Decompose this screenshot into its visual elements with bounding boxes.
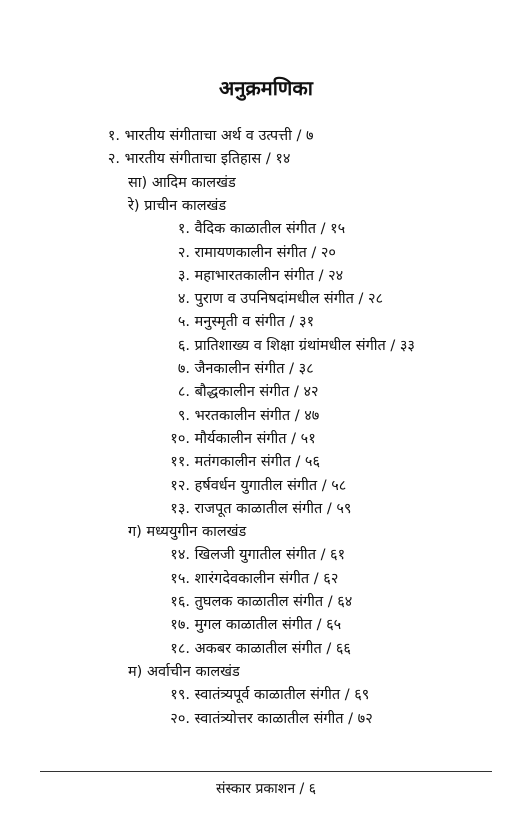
toc-entry <box>128 522 246 542</box>
page-title: अनुक्रमणिका <box>219 76 313 100</box>
toc-entry <box>160 429 316 449</box>
toc-entry-number: १३. <box>170 500 190 517</box>
toc-entry <box>160 639 351 659</box>
toc-entry-text: आदिम कालखंड <box>151 174 236 191</box>
toc-entry-number: ९. <box>177 407 190 424</box>
toc-entry-number: ८. <box>177 384 190 401</box>
toc-entry-text: अकबर काळातील संगीत / ६६ <box>194 640 351 657</box>
toc-entry-number: ४. <box>177 291 190 308</box>
page-footer: संस्कार प्रकाशन / ६ <box>216 781 316 797</box>
toc-entry <box>160 243 336 263</box>
toc-entry <box>160 709 373 729</box>
toc-entry-number: २. <box>107 151 120 168</box>
toc-entry-text: जैनकालीन संगीत / ३८ <box>194 361 314 377</box>
toc-entry-text: हर्षवर्धन युगातील संगीत / ५८ <box>194 477 347 494</box>
toc-entry-number: २०. <box>170 710 190 727</box>
toc-entry <box>160 685 369 705</box>
toc-entry-number: १०. <box>170 430 190 447</box>
toc-entry-text: पुराण व उपनिषदांमधील संगीत / २८ <box>194 291 384 308</box>
toc-entry-number: म) <box>128 663 143 680</box>
toc-entry <box>100 126 314 146</box>
toc-entry-number: १४. <box>170 547 190 564</box>
toc-entry-text: बौद्धकालीन संगीत / ४२ <box>194 384 319 401</box>
toc-entry-number: १२. <box>170 477 190 494</box>
toc-entry-text: तुघलक काळातील संगीत / ६४ <box>194 594 353 610</box>
toc-entry-text: स्वातंत्र्यपूर्व काळातील संगीत / ६९ <box>194 687 370 704</box>
toc-entry <box>160 312 314 332</box>
toc-entry-text: अर्वाचीन कालखंड <box>146 663 240 680</box>
toc-entry-text: मुगल काळातील संगीत / ६५ <box>194 617 342 634</box>
toc-entry-number: ७. <box>177 361 190 377</box>
toc-entry <box>160 219 345 239</box>
toc-entry-text: महाभारतकालीन संगीत / २४ <box>194 267 344 284</box>
toc-entry-text: स्वातंत्र्योत्तर काळातील संगीत / ७२ <box>194 710 373 727</box>
footer-divider <box>40 771 492 772</box>
toc-entry-number: १. <box>177 221 190 238</box>
toc-entry <box>160 359 314 379</box>
toc-entry-number: १५. <box>170 570 190 587</box>
toc-entry-text: मौर्यकालीन संगीत / ५१ <box>194 430 316 447</box>
toc-entry-number: ११. <box>170 454 190 471</box>
toc-entry <box>160 615 341 635</box>
toc-entry <box>160 336 415 356</box>
toc-entry-number: सा) <box>128 174 148 191</box>
toc-entry-text: मतंगकालीन संगीत / ५६ <box>194 454 321 471</box>
toc-entry <box>160 592 352 612</box>
toc-entry <box>160 499 351 519</box>
toc-entry-number: ३. <box>177 267 190 284</box>
toc-entry <box>128 662 240 682</box>
toc-entry-text: भारतीय संगीताचा इतिहास / १४ <box>124 151 291 168</box>
toc-entry-text: भारतीय संगीताचा अर्थ व उत्पत्ती / ७ <box>124 128 314 144</box>
toc-entry-text: मनुस्मृती व संगीत / ३१ <box>194 314 315 331</box>
toc-entry-text: खिलजी युगातील संगीत / ६१ <box>194 547 346 564</box>
toc-entry-text: भरतकालीन संगीत / ४७ <box>194 407 320 424</box>
toc-entry-number: रे) <box>128 197 140 214</box>
toc-entry-text: मध्ययुगीन कालखंड <box>146 524 247 541</box>
toc-entry-number: १९. <box>170 687 190 704</box>
toc-entry-number: ६. <box>177 337 190 354</box>
toc-entry <box>160 545 345 565</box>
toc-entry-number: २. <box>177 244 190 261</box>
toc-entry <box>160 289 383 309</box>
toc-entry <box>160 452 320 472</box>
toc-entry <box>160 266 343 286</box>
toc-entry-text: प्रातिशाख्य व शिक्षा ग्रंथांमधील संगीत / ३३ <box>194 337 415 354</box>
toc-entry-number: ग) <box>128 524 142 541</box>
toc-entry <box>160 382 319 402</box>
toc-entry <box>100 149 290 169</box>
toc-entry <box>128 173 236 193</box>
toc-entry-text: शारंगदेवकालीन संगीत / ६२ <box>194 570 339 587</box>
toc-entry-text: वैदिक काळातील संगीत / १५ <box>194 221 346 238</box>
toc-entry <box>160 406 319 426</box>
toc-entry-number: १८. <box>170 640 190 657</box>
toc-entry-number: १६. <box>170 594 190 610</box>
toc-entry-text: प्राचीन कालखंड <box>144 197 227 214</box>
toc-entry <box>160 569 338 589</box>
toc-entry-number: १. <box>107 128 120 144</box>
toc-entry <box>128 196 226 216</box>
toc-entry-text: राजपूत काळातील संगीत / ५९ <box>194 500 352 517</box>
toc-entry <box>160 476 346 496</box>
toc-entry-number: ५. <box>177 314 190 331</box>
toc-entry-text: रामायणकालीन संगीत / २० <box>194 244 336 261</box>
toc-entry-number: १७. <box>170 617 190 634</box>
